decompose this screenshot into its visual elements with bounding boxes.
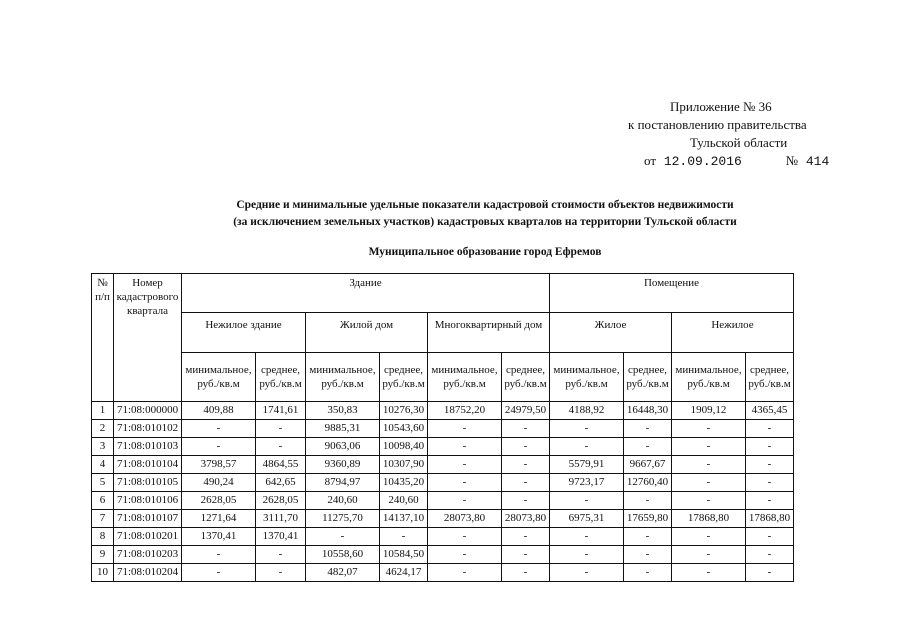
table-row [92, 546, 794, 564]
table-cell: 71:08:010106 [114, 492, 182, 510]
table-cell: - [428, 420, 502, 438]
table-cell: 71:08:010104 [114, 456, 182, 474]
table-cell: 9360,89 [306, 456, 380, 474]
table-cell: 17868,80 [746, 510, 794, 528]
table-cell: 409,88 [182, 402, 256, 420]
table-cell: 10558,60 [306, 546, 380, 564]
appendix-number: Приложение № 36 [670, 99, 772, 114]
table-cell: - [256, 438, 306, 456]
table-cell: 28073,80 [502, 510, 550, 528]
table-cell: - [624, 546, 672, 564]
table-cell: 24979,50 [502, 402, 550, 420]
table-cell: 9063,06 [306, 438, 380, 456]
table-cell: 9 [92, 546, 114, 564]
table-cell: 9885,31 [306, 420, 380, 438]
document-title-line-2: (за исключением земельных участков) кадастровых кварталов на территории Тульской области [233, 216, 737, 228]
table-cell: 71:08:010204 [114, 564, 182, 582]
table-cell: 17868,80 [672, 510, 746, 528]
table-cell: - [672, 564, 746, 582]
table-cell: 5579,91 [550, 456, 624, 474]
table-cell: 14137,10 [380, 510, 428, 528]
table-cell: 16448,30 [624, 402, 672, 420]
table-cell: - [746, 456, 794, 474]
table-cell: 1909,12 [672, 402, 746, 420]
table-cell: 1370,41 [182, 528, 256, 546]
table-cell: 10098,40 [380, 438, 428, 456]
table-cell: - [428, 474, 502, 492]
table-cell: - [672, 420, 746, 438]
table-row [92, 492, 794, 510]
table-cell: - [428, 456, 502, 474]
table-cell: - [672, 546, 746, 564]
table-cell: 240,60 [306, 492, 380, 510]
table-cell: - [624, 420, 672, 438]
table-cell: 10435,20 [380, 474, 428, 492]
table-cell: 9667,67 [624, 456, 672, 474]
header-premises: Помещение [550, 274, 794, 313]
table-cell: 1370,41 [256, 528, 306, 546]
table-cell: 10276,30 [380, 402, 428, 420]
header-row-number: № п/п [92, 274, 114, 402]
table-cell: 71:08:010201 [114, 528, 182, 546]
table-cell: 642,65 [256, 474, 306, 492]
table-cell: - [746, 474, 794, 492]
table-cell: 8 [92, 528, 114, 546]
header-avg-value: среднее, руб./кв.м [256, 353, 306, 402]
table-cell: 350,83 [306, 402, 380, 420]
table-cell: 71:08:010102 [114, 420, 182, 438]
table-cell: - [672, 456, 746, 474]
table-cell: 5 [92, 474, 114, 492]
table-cell: 10 [92, 564, 114, 582]
date-prefix: от [644, 153, 657, 168]
table-cell: - [182, 438, 256, 456]
resolution-number: 414 [805, 154, 830, 169]
table-cell: - [428, 528, 502, 546]
resolution-date: 12.09.2016 [663, 154, 742, 169]
table-cell: 7 [92, 510, 114, 528]
table-cell: - [256, 420, 306, 438]
table-cell: - [550, 528, 624, 546]
table-cell: 8794,97 [306, 474, 380, 492]
table-cell: - [502, 528, 550, 546]
table-cell: - [502, 420, 550, 438]
number-prefix: № [785, 153, 799, 168]
table-cell: 6 [92, 492, 114, 510]
table-cell: - [550, 564, 624, 582]
table-cell: - [624, 528, 672, 546]
table-cell: - [182, 564, 256, 582]
table-cell: 4188,92 [550, 402, 624, 420]
table-cell: - [502, 564, 550, 582]
table-cell: 9723,17 [550, 474, 624, 492]
table-cell: - [672, 474, 746, 492]
table-cell: 71:08:010107 [114, 510, 182, 528]
table-cell: 490,24 [182, 474, 256, 492]
table-cell: 4 [92, 456, 114, 474]
table-cell: 12760,40 [624, 474, 672, 492]
header-avg-value: среднее, руб./кв.м [624, 353, 672, 402]
table-cell: - [380, 528, 428, 546]
municipality-title: Муниципальное образование город Ефремов [368, 246, 602, 258]
header-avg-value: среднее, руб./кв.м [502, 353, 550, 402]
table-cell: - [502, 474, 550, 492]
table-cell: - [672, 492, 746, 510]
header-avg-value: среднее, руб./кв.м [746, 353, 794, 402]
table-cell: - [624, 438, 672, 456]
table-cell: 10584,50 [380, 546, 428, 564]
table-cell: 4864,55 [256, 456, 306, 474]
table-cell: - [746, 528, 794, 546]
cadastral-values-table [91, 273, 794, 582]
table-cell: - [428, 492, 502, 510]
table-cell: 71:08:010103 [114, 438, 182, 456]
table-row [92, 420, 794, 438]
table-cell: 28073,80 [428, 510, 502, 528]
header-min-value: минимальное, руб./кв.м [672, 353, 746, 402]
header-residential-house: Жилой дом [306, 313, 428, 353]
table-cell: - [428, 438, 502, 456]
table-cell: - [502, 456, 550, 474]
table-row [92, 474, 794, 492]
table-cell: - [624, 492, 672, 510]
header-avg-value: среднее, руб./кв.м [380, 353, 428, 402]
table-cell: - [306, 528, 380, 546]
table-row [92, 510, 794, 528]
table-cell: 1271,64 [182, 510, 256, 528]
table-cell: 18752,20 [428, 402, 502, 420]
table-cell: 3111,70 [256, 510, 306, 528]
table-cell: 71:08:010105 [114, 474, 182, 492]
table-cell: - [256, 546, 306, 564]
table-cell: 2628,05 [182, 492, 256, 510]
table-row [92, 456, 794, 474]
table-cell: - [182, 420, 256, 438]
header-residential-premises: Жилое [550, 313, 672, 353]
header-nonresidential-building: Нежилое здание [182, 313, 306, 353]
table-cell: - [550, 420, 624, 438]
header-cadastral-quarter: Номер кадастрового квартала [114, 274, 182, 402]
header-min-value: минимальное, руб./кв.м [428, 353, 502, 402]
table-cell: - [550, 546, 624, 564]
table-row [92, 438, 794, 456]
table-cell: 2628,05 [256, 492, 306, 510]
table-cell: - [256, 564, 306, 582]
table-row [92, 402, 794, 420]
table-cell: - [550, 492, 624, 510]
header-building: Здание [182, 274, 550, 313]
resolution-date-line [600, 152, 860, 171]
header-min-value: минимальное, руб./кв.м [182, 353, 256, 402]
table-cell: - [746, 438, 794, 456]
table-cell: - [182, 546, 256, 564]
table-cell: - [502, 546, 550, 564]
table-cell: - [428, 564, 502, 582]
table-cell: - [428, 546, 502, 564]
table-cell: 3 [92, 438, 114, 456]
table-cell: - [550, 438, 624, 456]
table-cell: 2 [92, 420, 114, 438]
table-cell: - [502, 438, 550, 456]
table-cell: 6975,31 [550, 510, 624, 528]
table-cell: - [746, 564, 794, 582]
table-cell: - [672, 528, 746, 546]
table-cell: - [746, 420, 794, 438]
table-row [92, 564, 794, 582]
table-cell: - [672, 438, 746, 456]
table-cell: 17659,80 [624, 510, 672, 528]
table-cell: - [746, 546, 794, 564]
table-cell: 482,07 [306, 564, 380, 582]
header-apartment-building: Многоквартирный дом [428, 313, 550, 353]
approval-block [600, 98, 860, 171]
table-cell: 71:08:010203 [114, 546, 182, 564]
table-cell: 1741,61 [256, 402, 306, 420]
resolution-reference: к постановлению правительства [628, 117, 807, 132]
table-cell: 1 [92, 402, 114, 420]
table-cell: 11275,70 [306, 510, 380, 528]
table-cell: 10307,90 [380, 456, 428, 474]
table-cell: - [502, 492, 550, 510]
document-title-line-1: Средние и минимальные удельные показатели кадастровой стоимости объектов недвижимости [236, 199, 734, 211]
table-cell: 4365,45 [746, 402, 794, 420]
header-min-value: минимальное, руб./кв.м [550, 353, 624, 402]
table-cell: 10543,60 [380, 420, 428, 438]
header-nonresidential-premises: Нежилое [672, 313, 794, 353]
table-cell: - [624, 564, 672, 582]
table-cell: 71:08:000000 [114, 402, 182, 420]
table-cell: 240,60 [380, 492, 428, 510]
region-name: Тульской области [690, 135, 788, 150]
table-row [92, 528, 794, 546]
header-min-value: минимальное, руб./кв.м [306, 353, 380, 402]
table-cell: 3798,57 [182, 456, 256, 474]
table-cell: 4624,17 [380, 564, 428, 582]
table-cell: - [746, 492, 794, 510]
